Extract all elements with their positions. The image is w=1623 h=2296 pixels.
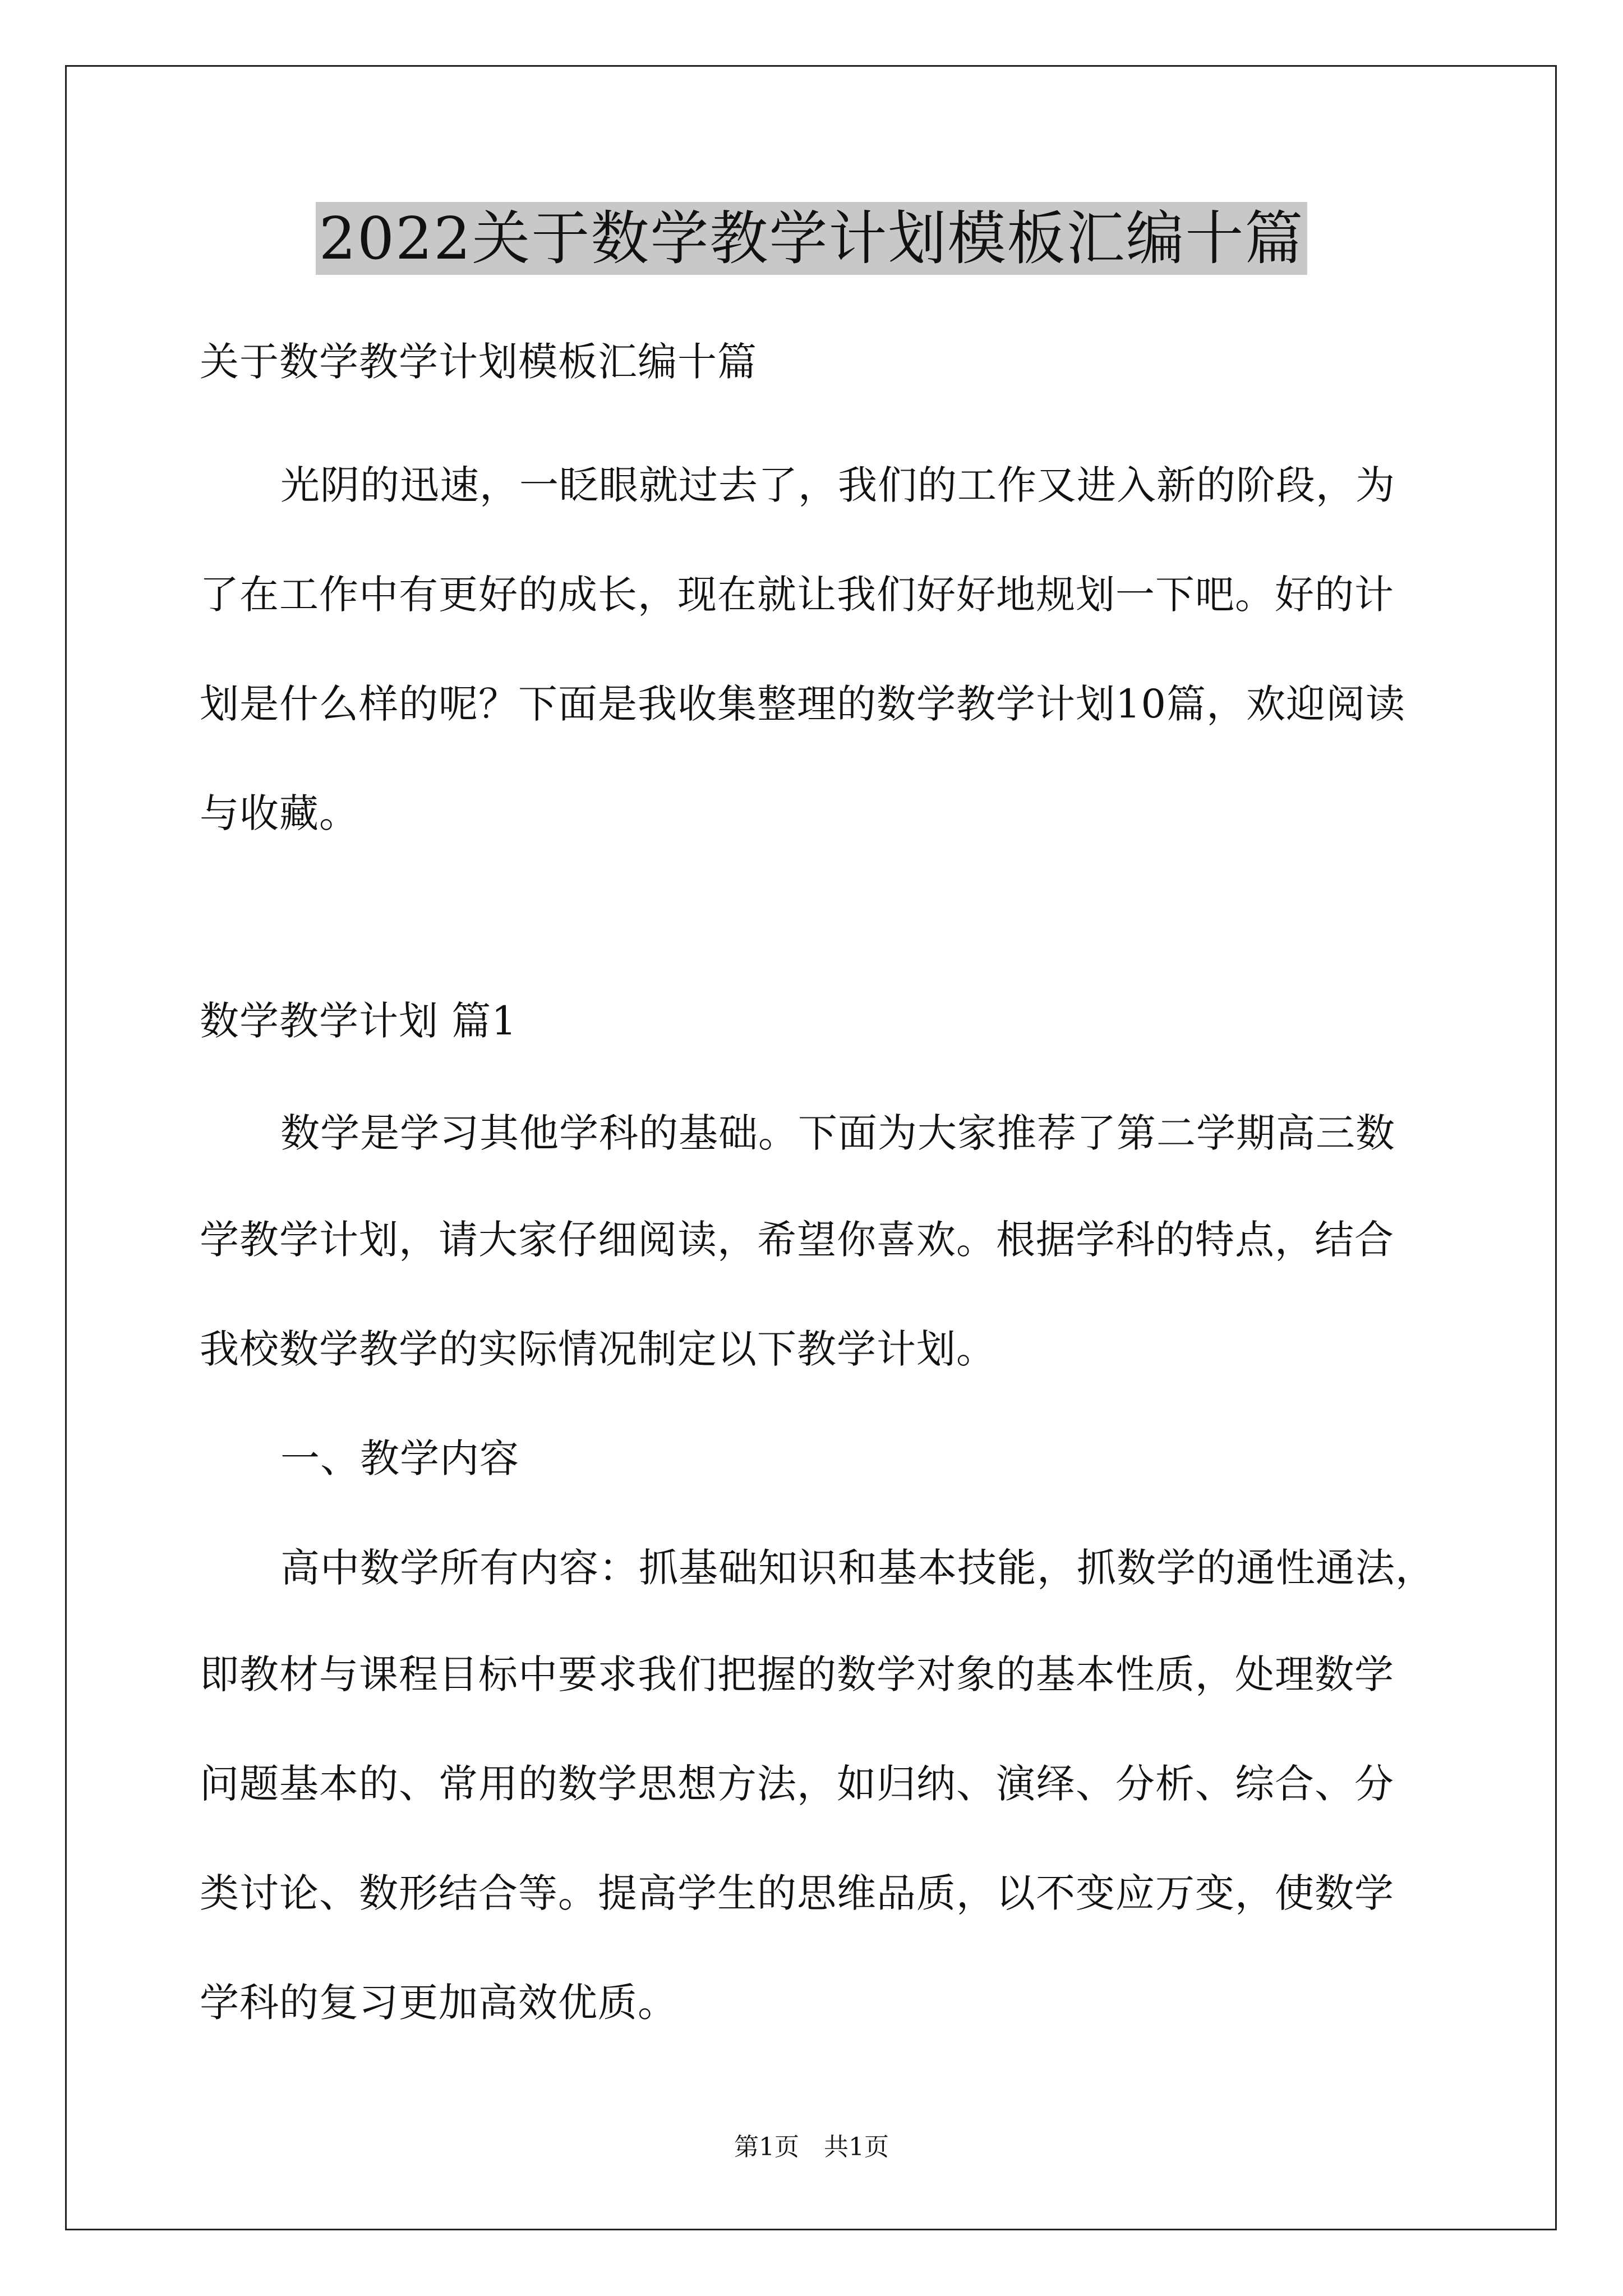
paragraph-line: 高中数学所有内容：抓基础知识和基本技能，抓数学的通性通法，: [280, 1545, 1435, 1591]
paragraph-line: 光阴的迅速，一眨眼就过去了，我们的工作又进入新的阶段，为: [280, 462, 1395, 508]
paragraph-line: 问题基本的、常用的数学思想方法，如归纳、演绎、分析、综合、分: [200, 1761, 1394, 1807]
document-title: [0, 202, 1623, 275]
paragraph-line: 学科的复习更加高效优质。: [200, 1980, 677, 2026]
paragraph-line: 类讨论、数形结合等。提高学生的思维品质，以不变应万变，使数学: [200, 1870, 1394, 1916]
paragraph-line: 划是什么样的呢？下面是我收集整理的数学教学计划10篇，欢迎阅读: [200, 681, 1406, 727]
paragraph-line: 我校数学教学的实际情况制定以下教学计划。: [200, 1326, 996, 1372]
section-heading: 数学教学计划 篇1: [200, 998, 517, 1044]
paragraph-line: 数学是学习其他学科的基础。下面为大家推荐了第二学期高三数: [280, 1110, 1395, 1156]
subsection-heading: 一、教学内容: [280, 1435, 519, 1481]
subtitle-line: 关于数学教学计划模板汇编十篇: [200, 339, 757, 385]
paragraph-line: 了在工作中有更好的成长，现在就让我们好好地规划一下吧。好的计: [200, 572, 1394, 618]
paragraph-line: 与收藏。: [200, 790, 359, 836]
paragraph-line: 学教学计划，请大家仔细阅读，希望你喜欢。根据学科的特点，结合: [200, 1217, 1394, 1263]
paragraph-line: 即教材与课程目标中要求我们把握的数学对象的基本性质，处理数学: [200, 1651, 1394, 1697]
document-title-text: 2022关于数学教学计划模板汇编十篇: [316, 202, 1308, 275]
page-footer: 第1页 共1页: [734, 2133, 889, 2161]
